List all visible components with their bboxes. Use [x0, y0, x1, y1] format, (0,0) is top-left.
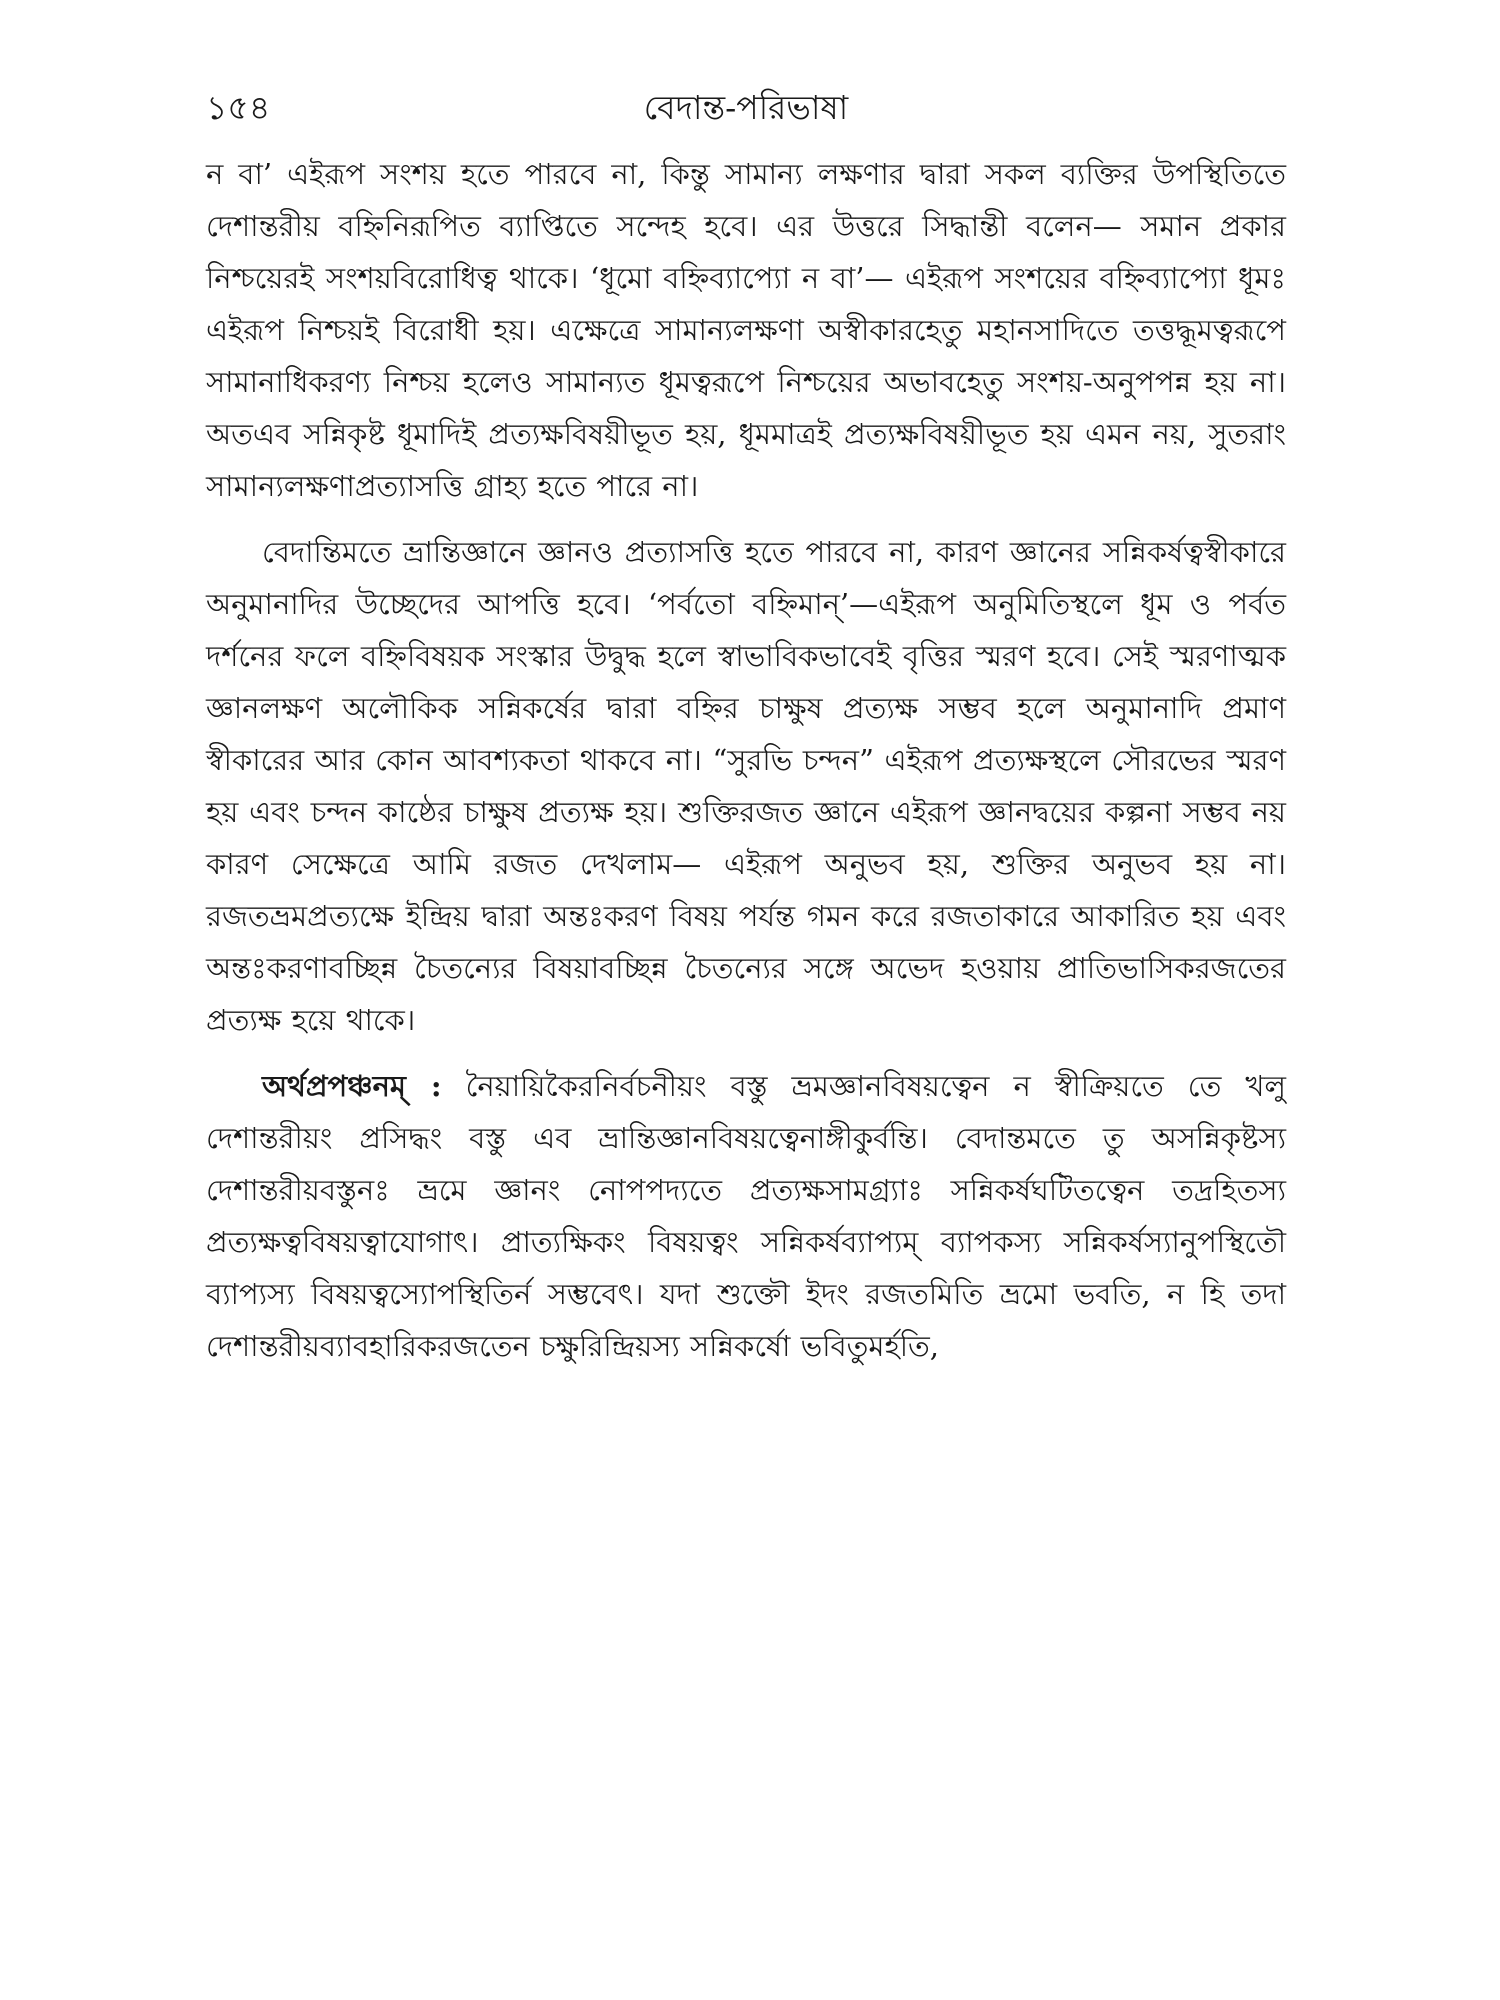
section-heading: অর্থপ্রপঞ্চনম্ :	[262, 1069, 442, 1103]
paragraph-3	[206, 1060, 1286, 1372]
paragraph-3-text: নৈয়ায়িকৈরনির্বচনীয়ং বস্তু ভ্রমজ্ঞানবিষয়ত্বেন ন স্বীক্রিয়তে তে খলু দেশান্তরীয়ং প্রসিদ্ধং বস্তু এব ভ্রান্তিজ্ঞানবিষয়ত্বেনাঙ্গীকুর্বন্তি। বেদান্তমতে তু অসন্নিকৃষ্টস্য দেশান্তরীয়বস্তুনঃ ভ্রমে জ্ঞানং নোপপদ্যতে প্রত্যক্ষসামগ্র্যাঃ সন্নিকর্ষঘটিতত্বেন তদ্রহিতস্য প্রত্যক্ষত্ববিষয়ত্বাযোগাৎ। প্রাত্যক্ষিকং বিষয়ত্বং সন্নিকর্ষব্যাপ্যম্ ব্যাপকস্য সন্নিকর্ষস্যানুপস্থিতৌ ব্যাপ্যস্য বিষয়ত্বস্যোপস্থিতির্ন সম্ভবেৎ। যদা শুক্তৌ ইদং রজতমিতি ভ্রমো ভবতি, ন হি তদা দেশান্তরীয়ব্যাবহারিকরজতেন চক্ষুরিন্দ্রিয়স্য সন্নিকর্ষো ভবিতুমর্হতি,	[206, 1069, 1286, 1363]
running-title: বেদান্ত-পরিভাষা	[643, 88, 849, 127]
paragraph-2: বেদান্তিমতে ভ্রান্তিজ্ঞানে জ্ঞানও প্রত্যাসত্তি হতে পারবে না, কারণ জ্ঞানের সন্নিকর্ষত্বস্বীকারে অনুমানাদির উচ্ছেদের আপত্তি হবে। ‘পর্বতো বহ্নিমান্’—এইরূপ অনুমিতিস্থলে ধূম ও পর্বত দর্শনের ফলে বহ্নিবিষয়ক সংস্কার উদ্বুদ্ধ হলে স্বাভাবিকভাবেই বৃত্তির স্মরণ হবে। সেই স্মরণাত্মক জ্ঞানলক্ষণ অলৌকিক সন্নিকর্ষের দ্বারা বহ্নির চাক্ষুষ প্রত্যক্ষ সম্ভব হলে অনুমানাদি প্রমাণ স্বীকারের আর কোন আবশ্যকতা থাকবে না। “সুরভি চন্দন” এইরূপ প্রত্যক্ষস্থলে সৌরভের স্মরণ হয় এবং চন্দন কাষ্ঠের চাক্ষুষ প্রত্যক্ষ হয়। শুক্তিরজত জ্ঞানে এইরূপ জ্ঞানদ্বয়ের কল্পনা সম্ভব নয় কারণ সেক্ষেত্রে আমি রজত দেখলাম— এইরূপ অনুভব হয়, শুক্তির অনুভব হয় না। রজতভ্রমপ্রত্যক্ষে ইন্দ্রিয় দ্বারা অন্তঃকরণ বিষয় পর্যন্ত গমন করে রজতাকারে আকারিত হয় এবং অন্তঃকরণাবচ্ছিন্ন চৈতন্যের বিষয়াবচ্ছিন্ন চৈতন্যের সঙ্গে অভেদ হওয়ায় প্রাতিভাসিকরজতের প্রত্যক্ষ হয়ে থাকে।	[206, 535, 1286, 1037]
page-number: ১৫৪	[206, 88, 271, 127]
page-header	[206, 78, 1286, 138]
paragraph-1: ন বা’ এইরূপ সংশয় হতে পারবে না, কিন্তু সামান্য লক্ষণার দ্বারা সকল ব্যক্তির উপস্থিতিতে দেশান্তরীয় বহ্নিনিরূপিত ব্যাপ্তিতে সন্দেহ হবে। এর উত্তরে সিদ্ধান্তী বলেন— সমান প্রকার নিশ্চয়েরই সংশয়বিরোধিত্ব থাকে। ‘ধূমো বহ্নিব্যাপ্যো ন বা’— এইরূপ সংশয়ের বহ্নিব্যাপ্যো ধূমঃ এইরূপ নিশ্চয়ই বিরোধী হয়। এক্ষেত্রে সামান্যলক্ষণা অস্বীকারহেতু মহানসাদিতে তত্তদ্ধূমত্বরূপে সামানাধিকরণ্য নিশ্চয় হলেও সামান্যত ধূমত্বরূপে নিশ্চয়ের অভাবহেতু সংশয়-অনুপপন্ন হয় না। অতএব সন্নিকৃষ্ট ধূমাদিই প্রত্যক্ষবিষয়ীভূত হয়, ধূমমাত্রই প্রত্যক্ষবিষয়ীভূত হয় এমন নয়, সুতরাং সামান্যলক্ষণাপ্রত্যাসত্তি গ্রাহ্য হতে পারে না।	[206, 157, 1286, 503]
body-text	[206, 148, 1286, 1372]
